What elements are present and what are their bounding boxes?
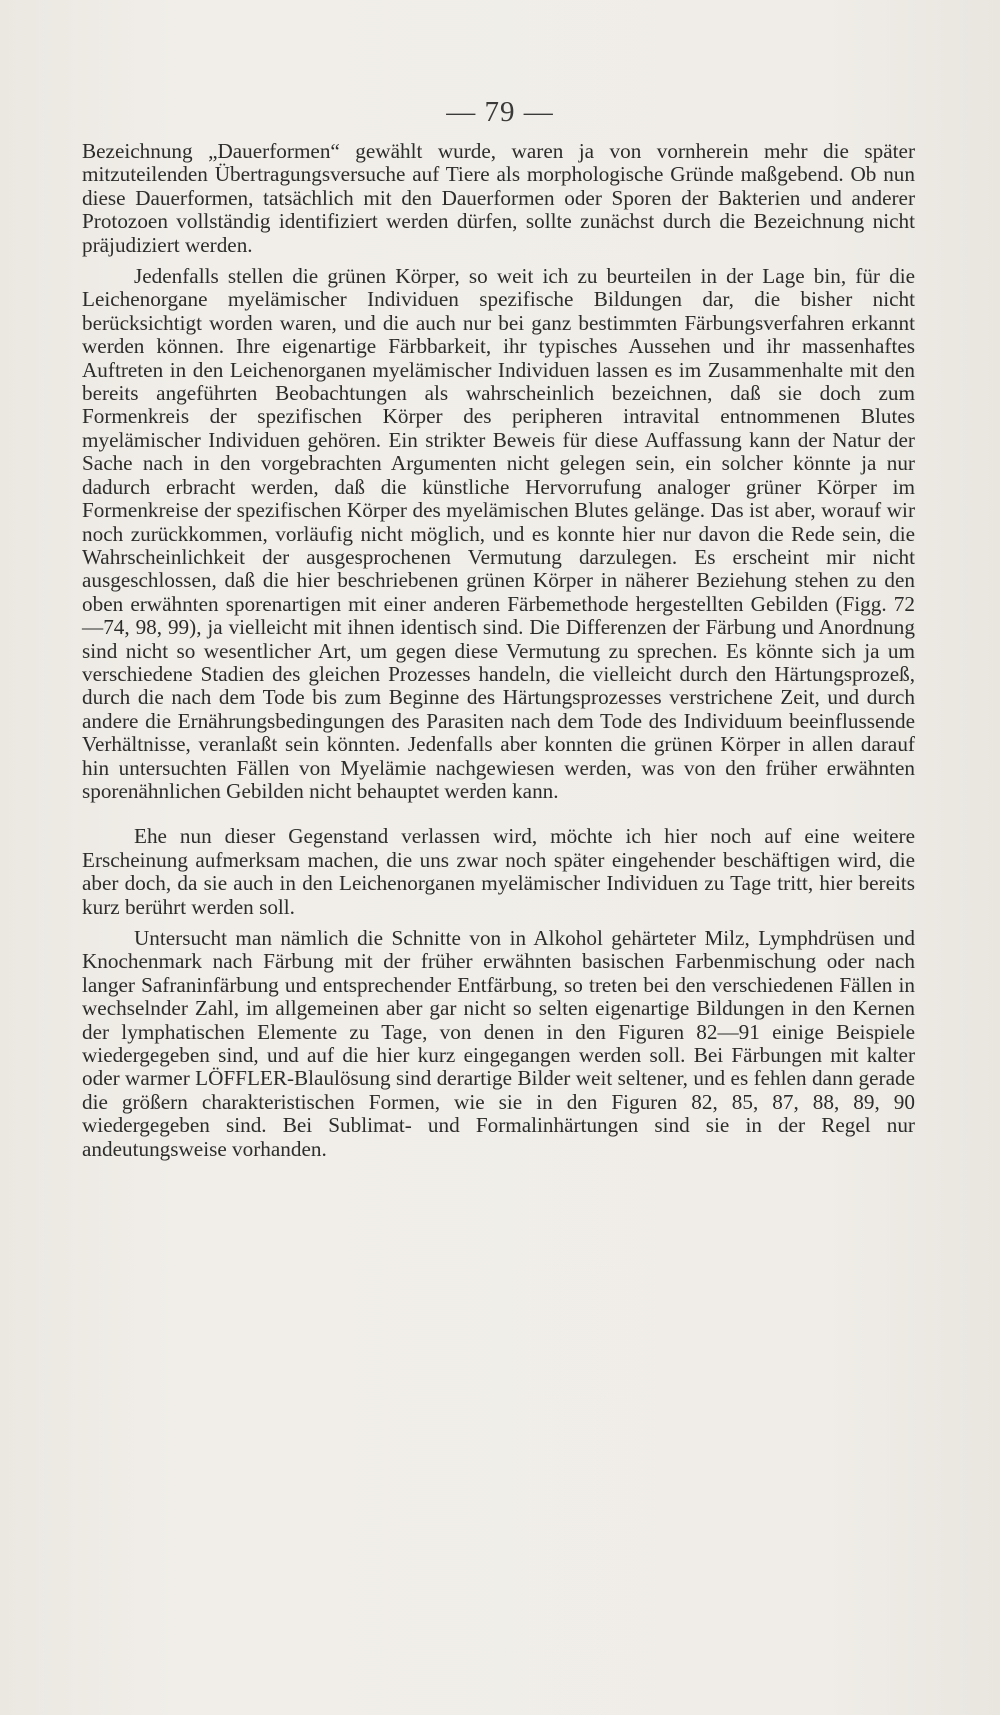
paragraph-nuclear-formations: Untersucht man nämlich die Schnitte von in Alkohol gehärteter Milz, Lymphdrüsen und Knochenmark nach Färbung mit der früher erwähnten basischen Farbenmischung oder nach langer Safraninfärbung und entsprechender Entfärbung, so treten bei den verschiedenen Fällen in wechselnder Zahl, im allgemeinen aber gar nicht so selten eigenartige Bildungen in den Kernen der lymphatischen Elemente zu Tage, von denen in den Figuren 82—91 einige Beispiele wiedergegeben sind, und auf die hier kurz eingegangen werden soll. Bei Färbungen mit kalter oder warmer LÖFFLER-Blaulösung sind derartige Bilder weit seltener, und es fehlen dann gerade die größern charakteristischen Formen, wie sie in den Figuren 82, 85, 87, 88, 89, 90 wiedergegeben sind. Bei Sublimat- und Formalinhärtungen sind sie in der Regel nur andeutungsweise vorhanden. — [82, 926, 915, 1161]
paragraph-further-phenomenon: Ehe nun dieser Gegenstand verlassen wird, möchte ich hier noch auf eine weitere Erscheinung aufmerksam machen, die uns zwar noch später eingehender beschäftigen wird, die aber doch, da sie auch in den Leichenorganen myelämischer Individuen zu Tage tritt, hier bereits kurz berührt werden soll. — [82, 824, 915, 919]
paragraph-continuation: Bezeichnung „Dauerformen“ gewählt wurde, waren ja von vornherein mehr die später mitzuteilenden Übertragungsversuche auf Tiere als morphologische Gründe maßgebend. Ob nun diese Dauerformen, tatsächlich mit den Dauerformen oder Sporen der Bakterien und anderer Protozoen vollständig identifiziert werden dürfen, sollte zunächst durch die Bezeichnung nicht präjudiziert werden. — [82, 139, 915, 257]
body-text — [82, 140, 915, 1161]
paragraph-green-bodies: Jedenfalls stellen die grünen Körper, so weit ich zu beurteilen in der Lage bin, für die Leichenorgane myelämischer Individuen spezifische Bildungen dar, die bisher nicht berücksichtigt worden waren, und die auch nur bei ganz bestimmten Färbungsverfahren erkannt werden können. Ihre eigenartige Färbbarkeit, ihr typisches Aussehen und ihr massenhaftes Auftreten in den Leichenorganen myelämischer Individuen lassen es im Zusammenhalte mit den bereits angeführten Beobachtungen als wahrscheinlich bezeichnen, daß sie doch zum Formenkreis der spezifischen Körper des peripheren intravital entnommenen Blutes myelämischer Individuen gehören. Ein strikter Beweis für diese Auffassung kann der Natur der Sache nach in den vorgebrachten Argumenten nicht gelegen sein, ein solcher könnte ja nur dadurch erbracht werden, daß die künstliche Hervorrufung analoger grüner Körper im Formenkreise der spezifischen Körper des myelämischen Blutes gelänge. Das ist aber, worauf wir noch zurückkommen, vorläufig nicht möglich, und es konnte hier nur davon die Rede sein, die Wahrscheinlichkeit der ausgesprochenen Vermutung darzulegen. Es erscheint mir nicht ausgeschlossen, daß die hier beschriebenen grünen Körper in näherer Beziehung stehen zu den oben erwähnten sporenartigen mit einer anderen Färbemethode hergestellten Gebilden (Figg. 72—74, 98, 99), ja vielleicht mit ihnen identisch sind. Die Differenzen der Färbung und Anordnung sind nicht so wesentlicher Art, um gegen diese Vermutung zu sprechen. Es könnte sich ja um verschiedene Stadien des gleichen Prozesses handeln, die vielleicht durch den Härtungsprozeß, durch die nach dem Tode bis zum Beginne des Härtungsprozesses verstrichene Zeit, und durch andere die Ernährungsbedingungen des Parasiten nach dem Tode des Individuum beeinflussende Verhältnisse, veranlaßt sein könnten. Jedenfalls aber konnten die grünen Körper in allen darauf hin untersuchten Fällen von Myelämie nachgewiesen werden, was von den früher erwähnten sporenähnlichen Gebilden nicht behauptet werden kann. — [82, 264, 915, 803]
page-number: — 79 — — [446, 96, 554, 128]
